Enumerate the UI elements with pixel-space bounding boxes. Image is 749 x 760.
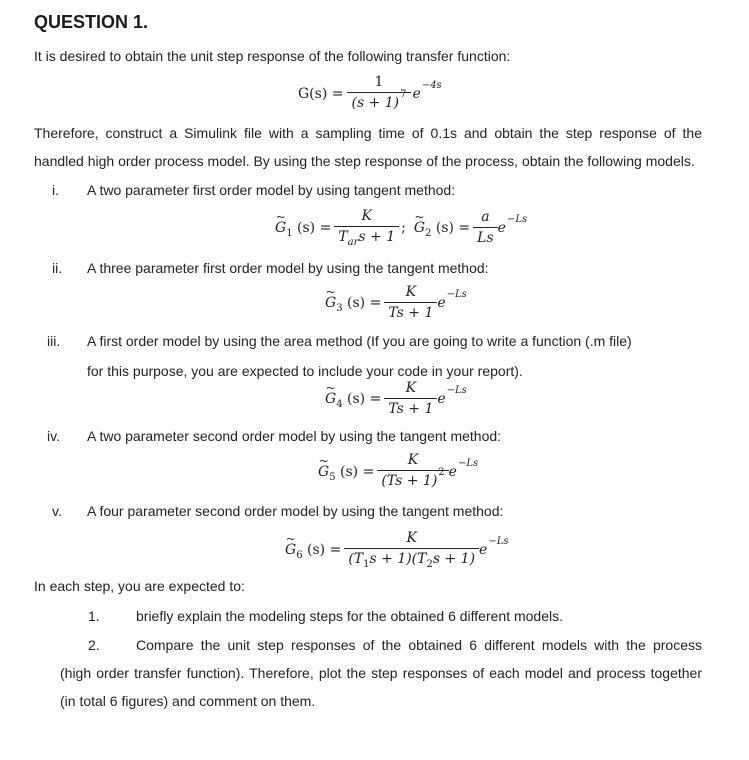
g3-denominator: Ts + 1	[384, 302, 437, 321]
task-2-text: Compare the unit step responses of the obtained 6 different models with the process	[136, 637, 702, 653]
main-transfer-function	[298, 74, 442, 113]
task-1-number: 1.	[88, 608, 100, 624]
item-v-numeral: v.	[52, 503, 62, 519]
g5-lhs: ~ $G_5$ (s) =	[318, 464, 374, 480]
item-iv-numeral: iv.	[47, 428, 60, 444]
g4-lhs: ~ $G_4$ (s) =	[325, 391, 381, 407]
g3-exp-power: −Ls	[446, 288, 467, 300]
g4-denominator: Ts + 1	[384, 398, 437, 417]
equation-g4	[325, 380, 467, 417]
tasks-intro: In each step, you are expected to:	[34, 578, 245, 594]
g2-exp-power: −Ls	[506, 213, 528, 225]
item-iii-text: A first order model by using the area method (If you are going to write a function (.m file)	[87, 333, 632, 349]
main-tf-denominator: (s + 1)	[351, 95, 400, 111]
equation-g6	[285, 530, 509, 569]
g3-lhs: ~ $G_3$ (s) =	[325, 295, 381, 311]
equation-g5	[318, 452, 478, 491]
equation-g3	[325, 284, 467, 321]
item-iii-numeral: iii.	[47, 333, 61, 349]
question-title: QUESTION 1.	[34, 12, 149, 32]
g1-denominator: $T_{ar}s + 1$	[334, 226, 399, 247]
g4-exp-power: −Ls	[446, 384, 467, 396]
g2-numerator: a	[481, 209, 490, 225]
task-1-text: briefly explain the modeling steps for the obtained 6 different models.	[136, 608, 563, 624]
g6-lhs: ~ $G_6$ (s) =	[285, 542, 341, 558]
g5-exp-power: −Ls	[457, 457, 479, 469]
item-i-text: A two parameter first order model by using tangent method:	[87, 182, 456, 198]
item-v-text: A four parameter second order model by using the tangent method:	[87, 503, 504, 519]
main-tf-exp: e	[412, 85, 421, 102]
g5-exp: e	[448, 463, 457, 480]
task-2-number: 2.	[88, 637, 100, 653]
item-iii-text-2: for this purpose, you are expected to include your code in your report).	[87, 363, 523, 379]
g6-numerator: K	[406, 530, 417, 546]
main-tf-den-exponent: 7	[400, 89, 407, 100]
paragraph-line-2: handled high order process model. By using the step response of the process, obtain the following models.	[34, 153, 695, 169]
item-ii-text: A three parameter first order model by using the tangent method:	[87, 260, 489, 276]
item-i-numeral: i.	[52, 182, 59, 198]
main-tf-exp-power: −4s	[421, 79, 442, 91]
g1-lhs: ~ $G_1$ (s) =	[275, 220, 331, 236]
paragraph-line-1: Therefore, construct a Simulink file with a sampling time of 0.1s and obtain the step response of the	[34, 125, 702, 141]
task-2-continuation-1: (high order transfer function). Therefore, plot the step responses of each model and process together	[60, 665, 702, 681]
g4-exp: e	[437, 390, 446, 407]
g6-exp: e	[479, 541, 488, 558]
g2-denominator: Ls	[473, 227, 497, 246]
main-tf-numerator: 1	[374, 74, 384, 90]
intro-text: It is desired to obtain the unit step response of the following transfer function:	[34, 48, 511, 64]
item-ii-numeral: ii.	[52, 260, 63, 276]
g3-numerator: K	[405, 284, 417, 300]
g2-lhs: ~ $G_2$ (s) =	[414, 220, 470, 236]
g3-exp: e	[437, 294, 446, 311]
item-iv-text: A two parameter second order model by using the tangent method:	[87, 428, 502, 444]
main-tf-lhs: G(s) =	[298, 85, 344, 102]
g6-denominator: $(T_1s + 1)(T_2s + 1)$	[344, 548, 479, 569]
g1-separator: ;	[401, 219, 406, 236]
g1-numerator: K	[361, 208, 372, 224]
g2-exp: e	[497, 219, 506, 236]
g5-numerator: K	[407, 452, 419, 468]
g4-numerator: K	[405, 380, 417, 396]
task-2-continuation-2: (in total 6 figures) and comment on them.	[60, 693, 316, 709]
g5-denominator: $(Ts + 1)^2$	[377, 470, 448, 491]
g6-exp-power: −Ls	[488, 535, 509, 547]
equation-g1-g2	[275, 208, 527, 247]
